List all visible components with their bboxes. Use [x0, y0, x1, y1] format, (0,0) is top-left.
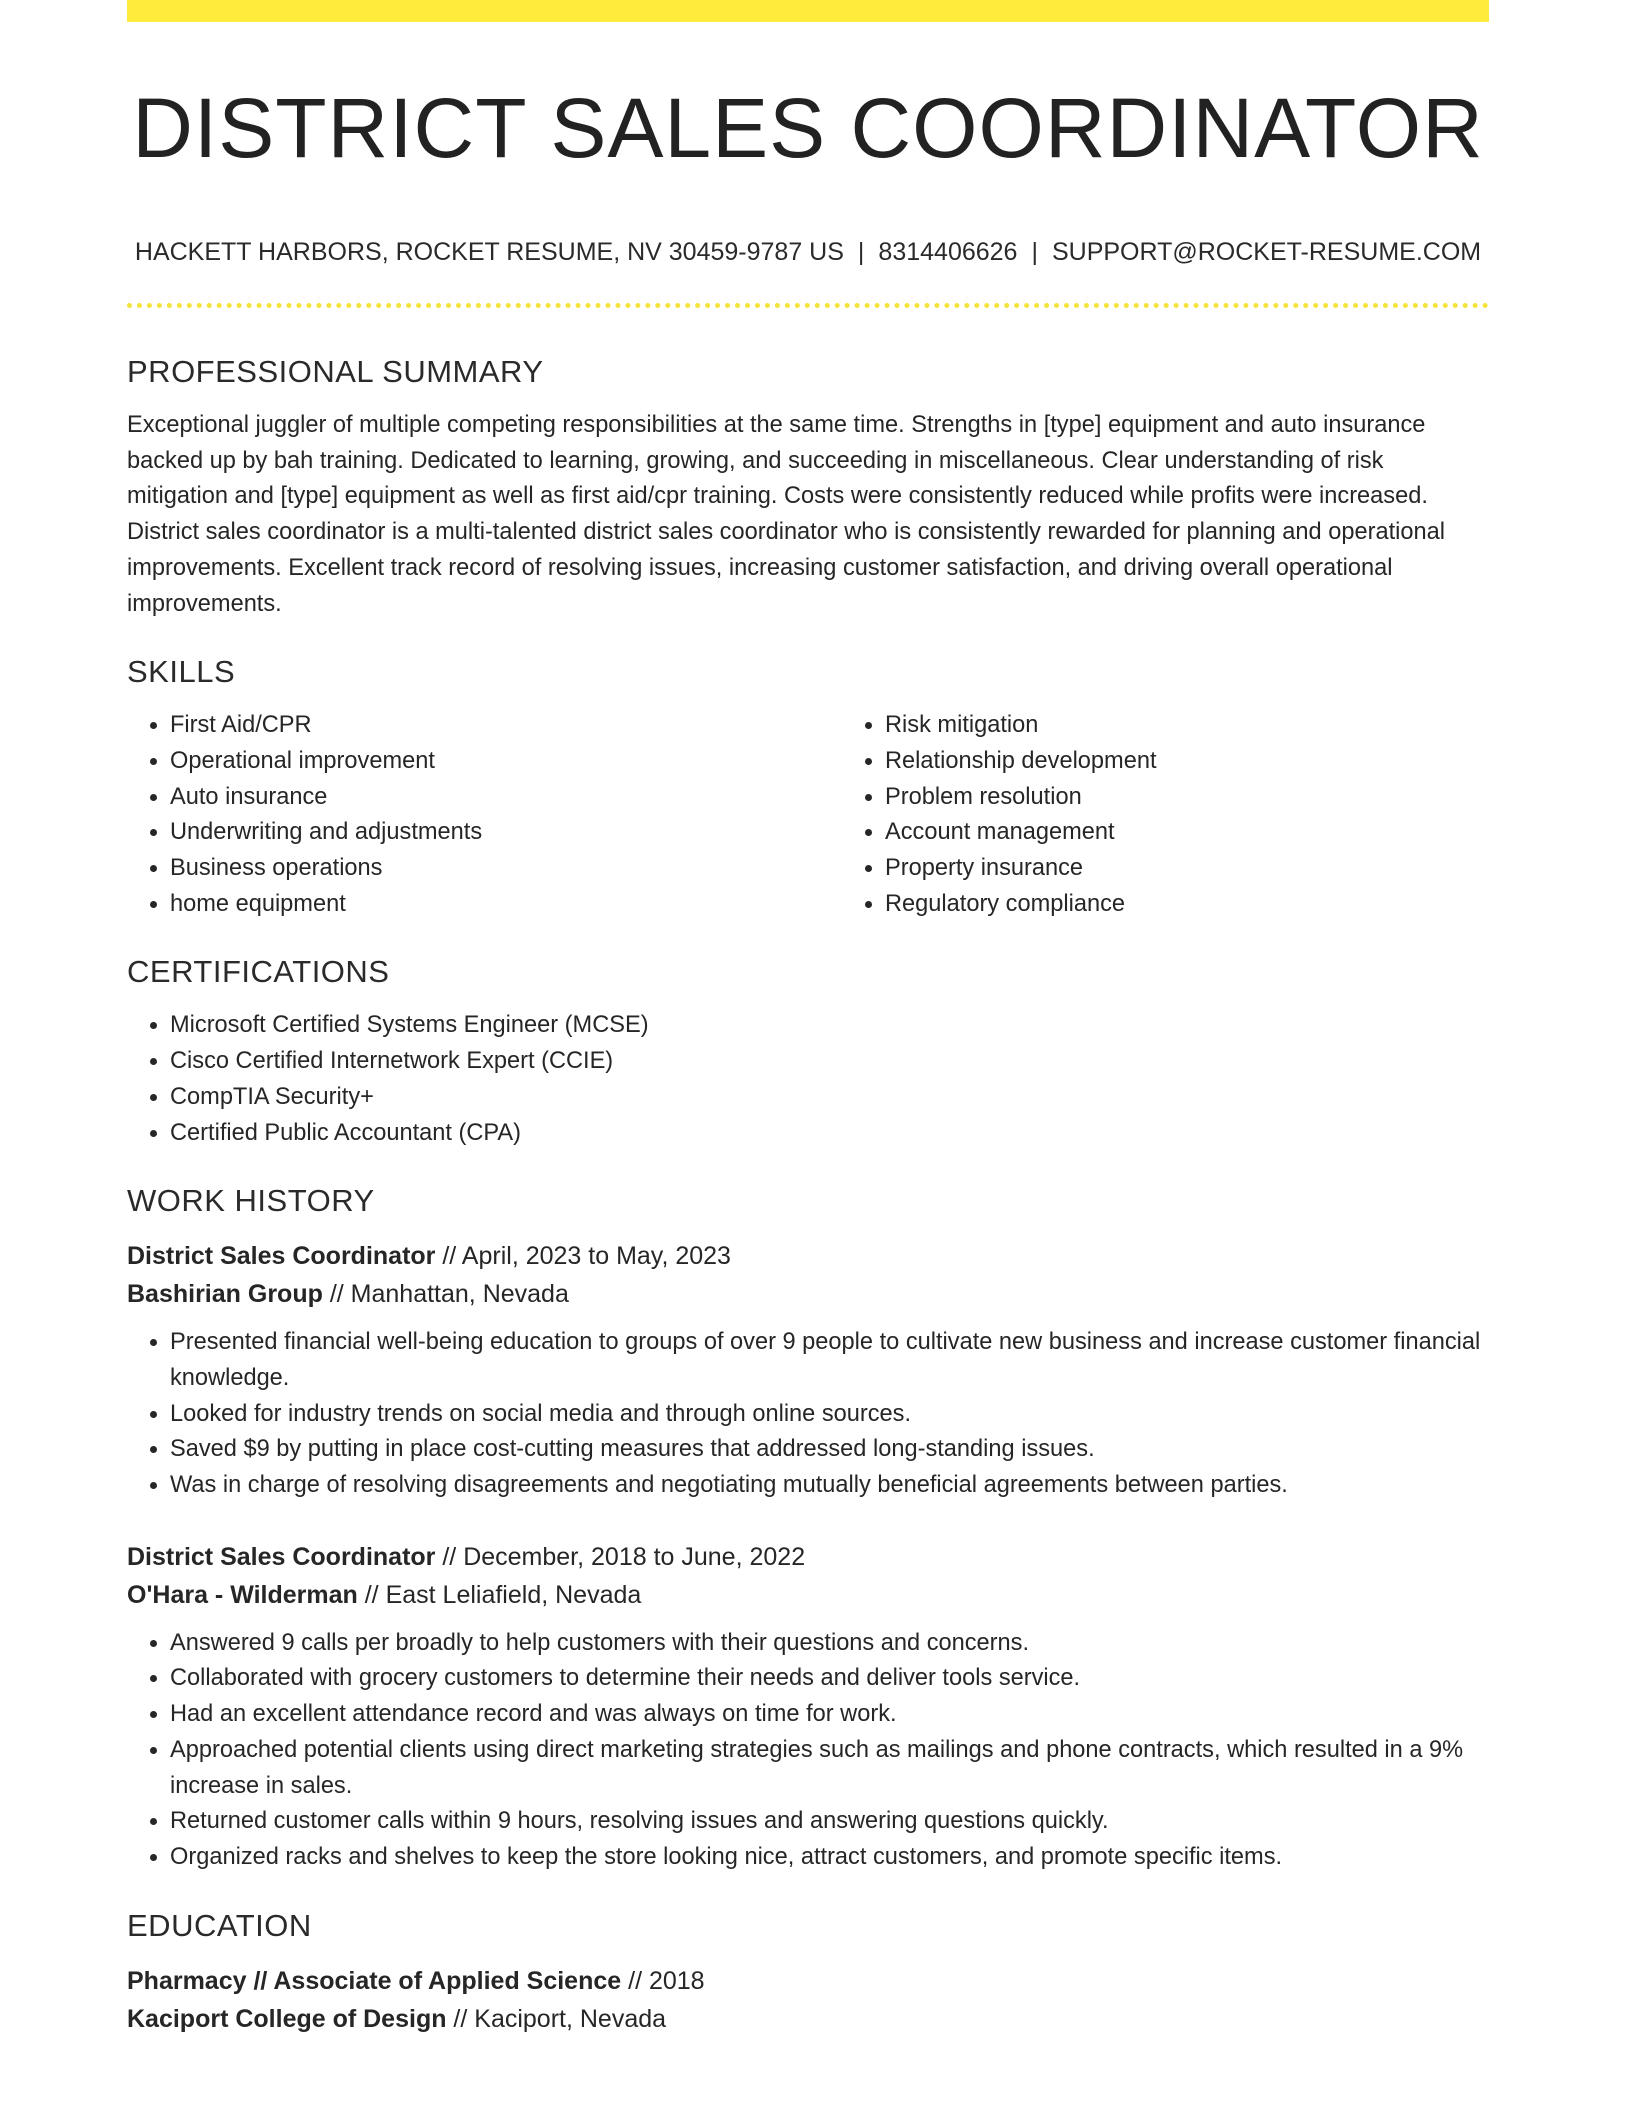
- resume-body: [127, 350, 1489, 2038]
- phone: 8314406626: [878, 238, 1018, 266]
- duty-item: • Was in charge of resolving disagreements and negotiating mutually beneficial agreements between parties.: [170, 1468, 1489, 1504]
- certification-item: • Microsoft Certified Systems Engineer (MCSE): [170, 1008, 1489, 1044]
- separator: |: [1031, 238, 1038, 266]
- school-name: Kaciport College of Design: [127, 2004, 447, 2033]
- job-entry: [127, 1538, 1489, 1876]
- duty-item: • Returned customer calls within 9 hours, resolving issues and answering questions quickly.: [170, 1804, 1489, 1840]
- certification-item: • Cisco Certified Internetwork Expert (CCIE): [170, 1044, 1489, 1080]
- skill-item: • Property insurance: [885, 851, 1557, 887]
- section-heading: SKILLS: [127, 654, 236, 690]
- job-dates: // December, 2018 to June, 2022: [435, 1542, 806, 1571]
- education-section: [127, 1904, 1489, 2038]
- job-title: District Sales Coordinator: [127, 1542, 436, 1571]
- job-title-line: [127, 1538, 1489, 1576]
- certification-item: • CompTIA Security+: [170, 1080, 1489, 1116]
- duty-item: • Approached potential clients using direct marketing strategies such as mailings and phone contracts, which resulted in a 9% increase in sales.: [170, 1733, 1489, 1804]
- certifications-section: [127, 950, 1489, 1151]
- duty-item: • Collaborated with grocery customers to determine their needs and deliver tools service.: [170, 1661, 1489, 1697]
- skills-list-right: [842, 708, 1557, 922]
- skill-item: • First Aid/CPR: [170, 708, 842, 744]
- skill-item: • home equipment: [170, 887, 842, 923]
- job-dates: // April, 2023 to May, 2023: [435, 1242, 731, 1271]
- separator: |: [857, 238, 865, 266]
- duty-item: • Looked for industry trends on social media and through online sources.: [170, 1397, 1489, 1433]
- graduation-year: // 2018: [621, 1966, 705, 1995]
- section-heading: WORK HISTORY: [127, 1183, 375, 1219]
- job-duties: [127, 1626, 1489, 1876]
- duty-item: • Organized racks and shelves to keep the store looking nice, attract customers, and promote specific items.: [170, 1840, 1489, 1876]
- skill-item: • Operational improvement: [170, 744, 842, 780]
- job-company: O'Hara - Wilderman: [127, 1580, 358, 1609]
- skill-item: • Account management: [885, 815, 1557, 851]
- duty-item: • Had an excellent attendance record and was always on time for work.: [170, 1697, 1489, 1733]
- section-heading: EDUCATION: [127, 1907, 312, 1943]
- skill-item: • Problem resolution: [885, 780, 1557, 816]
- job-location: // Manhattan, Nevada: [322, 1280, 569, 1309]
- contact-line: [127, 236, 1489, 268]
- duty-item: • Saved $9 by putting in place cost-cutting measures that addressed long-standing issues.: [170, 1432, 1489, 1468]
- duty-item: • Presented financial well-being education to groups of over 9 people to cultivate new business and increase customer financial knowledge.: [170, 1325, 1489, 1396]
- skills-section: [127, 650, 1489, 922]
- summary-text: Exceptional juggler of multiple competing responsibilities at the same time. Strengths in [type] equipment and auto insurance backed up by bah training. Dedicated to learning, growing, and succeeding in miscellaneous. Clear understanding of risk mitigation and [type] equipment as well as first aid/cpr training. Costs were consistently reduced while profits were increased. District sales coordinator is a multi-talented district sales coordinator who is consistently rewarded for planning and operational improvements. Excellent track record of resolving issues, increasing customer satisfaction, and driving overall operational improvements.: [127, 412, 1445, 617]
- job-title: District Sales Coordinator: [127, 1242, 436, 1271]
- skill-item: • Auto insurance: [170, 780, 842, 816]
- certifications-list: [127, 1008, 1489, 1151]
- email-link[interactable]: SUPPORT@ROCKET-RESUME.COM: [1051, 238, 1482, 266]
- section-heading: PROFESSIONAL SUMMARY: [127, 354, 544, 389]
- job-duties: [127, 1325, 1489, 1504]
- job-location: // East Leliafield, Nevada: [357, 1580, 642, 1609]
- degree-line: [127, 1962, 1489, 2000]
- skill-item: • Relationship development: [885, 744, 1557, 780]
- address: HACKETT HARBORS, ROCKET RESUME, NV 30459-9787 US: [134, 238, 844, 266]
- skill-item: • Underwriting and adjustments: [170, 815, 842, 851]
- certification-item: • Certified Public Accountant (CPA): [170, 1116, 1489, 1152]
- summary-section: [127, 350, 1489, 622]
- job-title-line: [127, 1237, 1489, 1275]
- header-divider: [127, 303, 1489, 308]
- job-company-line: [127, 1275, 1489, 1313]
- skill-item: • Risk mitigation: [885, 708, 1557, 744]
- job-company: Bashirian Group: [127, 1280, 323, 1309]
- education-entry: [127, 1962, 1489, 2038]
- job-entry: [127, 1237, 1489, 1504]
- duty-item: • Answered 9 calls per broadly to help customers with their questions and concerns.: [170, 1626, 1489, 1662]
- skill-item: • Business operations: [170, 851, 842, 887]
- skills-list-left: [127, 708, 842, 922]
- resume-title: DISTRICT SALES COORDINATOR: [132, 81, 1484, 175]
- job-company-line: [127, 1576, 1489, 1614]
- accent-bar: [127, 0, 1489, 22]
- skill-item: • Regulatory compliance: [885, 887, 1557, 923]
- section-heading: CERTIFICATIONS: [127, 954, 390, 990]
- skills-columns: [127, 694, 1489, 922]
- school-location: // Kaciport, Nevada: [446, 2004, 667, 2033]
- school-line: [127, 2000, 1489, 2038]
- degree: Pharmacy // Associate of Applied Science: [127, 1966, 622, 1995]
- work-history-section: [127, 1179, 1489, 1875]
